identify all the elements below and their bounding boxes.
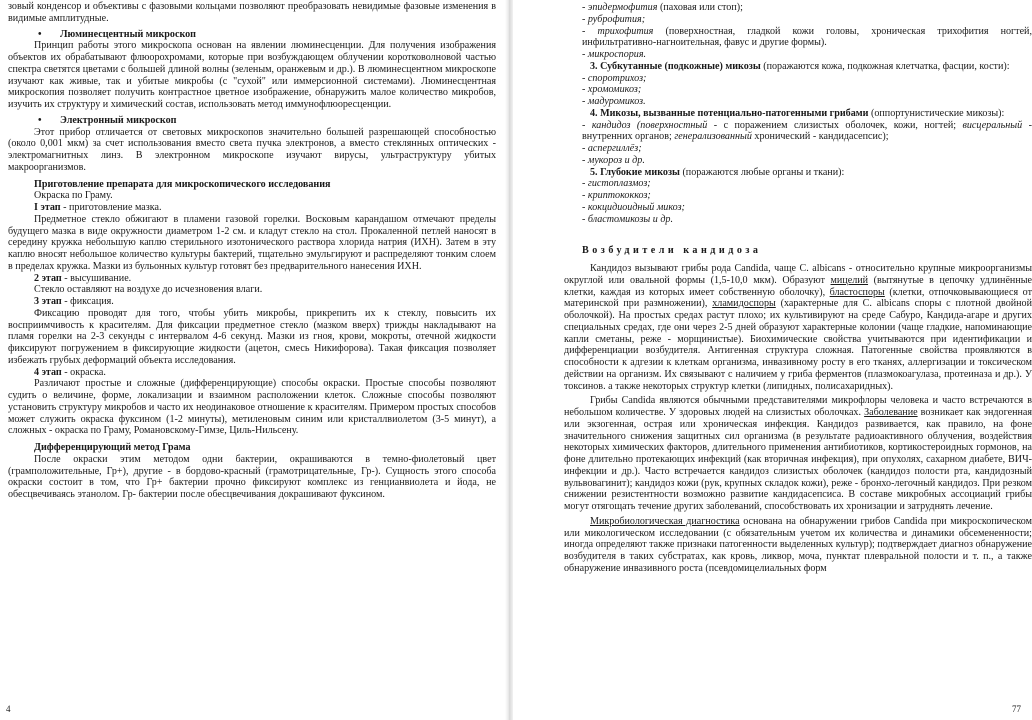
step-1-paragraph: Предметное стекло обжигают в пламени газовой горелки. Восковым карандашом отмечают пределы будущего мазка в виде окружности диаметром 1-2 см. и кладут стекло на стол. Прокаленной петлей наносят в середину кружка небольшую каплю стерильного изотонического раствора хлорида натрия (ИХН). Затем в эту каплю вносят небольшое количество культуры бактерий, тщательно эмульгируют и распределяют тонким слоем в пределах кружка. Мазки из бульонных культур готовят без предварительного нанесения ИХН. <box>8 213 496 272</box>
left-page <box>0 0 504 720</box>
step-4-paragraph: Различают простые и сложные (дифференцирующие) способы окраски. Простые способы позволяют судить о величине, форме, локализации и взаимном расположении клеток. Сложные способы позволяют установить структуру микробов и часто их неодинаковое отношение к красителям. Примером простых способов может служить окраска фуксином (1-2 минуты), метиленовым синим или кристаллвиолетом (3-5 минут), а сложных - окраска по Граму, Романовскому-Гимзе, Циль-Нильсену. <box>8 378 496 437</box>
list-item: - споротрихоз; <box>582 72 647 84</box>
left-page-text <box>8 1 496 501</box>
list-item: - кокцидиоидный микоз; <box>582 201 685 213</box>
list-item: - эпидермофития (паховая или стоп); <box>582 2 743 13</box>
step-3-paragraph: Фиксацию проводят для того, чтобы убить микробы, прикрепить их к стеклу, повысить их восприимчивость к красителям. Для фиксации предметное стекло (мазком вверх) трижды накладывают на пламя горелки на 2-3 секунды с интервалом 4-6 секунд. Мазки из гноя, крови, мокроты, отечной жидкости фиксируют погружением в фиксирующие жидкости (ацетон, смесь Никифорова). Такая фиксация позволяет избежать грубых деформаций объекта исследования. <box>8 307 496 366</box>
list-item: - микроспория. <box>582 49 647 60</box>
opportunistic-mycoses-heading: 4. Микозы, вызванные потенциально-патогенными грибами (оппортунистические микозы): <box>590 107 1005 119</box>
heading-electron-microscope: • Электронный микроскоп <box>8 115 496 127</box>
book-gutter <box>505 0 513 720</box>
step-2-paragraph: Стекло оставляют на воздухе до исчезновения влаги. <box>34 284 263 296</box>
subcutaneous-mycoses-heading: 3. Субкутанные (подкожные) микозы (поражаются кожа, подкожная клетчатка, фасции, кости): <box>590 60 1010 72</box>
page-number: 77 <box>1012 704 1021 714</box>
candidiasis-heading: Возбудители кандидоза <box>582 245 762 257</box>
diagnostics-paragraph: Микробиологическая диагностика основана на обнаружении грибов Candida при микроскопическом или микологическом исследовании (с обязательным учетом их количества и динамики обсемененности; иногда определяют также признаки патогенности выделенных культур); подтверждает диагноз обнаружение возбудителя в таких субстратах, как кровь, ликвор, моча, пунктат плевральной полости и т. п., а также обнаружение инвазивного роста (псевдомицелиальных форм <box>564 515 1032 574</box>
heading-gram-method: Дифференцирующий метод Грама <box>34 442 191 453</box>
page-number: 4 <box>6 704 11 714</box>
list-item: - бластомикозы и др. <box>582 213 673 225</box>
right-page <box>514 0 1032 720</box>
step-4-title: 4 этап - окраска. <box>34 366 106 378</box>
list-item: - хромомикоз; <box>582 84 642 96</box>
list-item: - криптококкоз; <box>582 190 651 201</box>
heading-preparation: Приготовление препарата для микроскопического исследования <box>34 178 331 190</box>
step-1-title: I этап - приготовление мазка. <box>34 202 162 213</box>
phase-contrast-paragraph: зовый конденсор и объективы с фазовыми кольцами позволяют преобразовать невидимые фазовые изменения в видимые амплитудные. <box>8 1 496 24</box>
list-item: - кандидоз (поверхностный - с поражением слизистых оболочек, кожи, ногтей; висцеральный - внутренних органов; генерализованный хронический - кандидасепсис); <box>582 119 1032 143</box>
candida-description-paragraph: Кандидоз вызывают грибы рода Candida, чаще C. albicans - относительно крупные микроорганизмы округлой или овальной формы (1,5-10,0 мкм). Образуют мицелий (вытянутые в цепочку удлинённые клетки, каждая из которых имеет собственную оболочку), бластоспоры (клетки, отпочковывающиеся от материнской при размножении), хламидоспоры (характерные для C. albicans споры с плотной двойной оболочкой). На простых средах растут плохо; их культивируют на среде Сабуро, Кандида-агаре и других специальных средах, где они через 2-5 дней образуют характерные колонии (чаще гладкие, напоминающие капли сметаны, реже - морщинистые). Биохимические свойства учитываются при идентификации и дифференциации возбудителя. Антигенная структура сложная. Патогенные свойства проявляются в способности к адгезии к клеткам организма, инвазивному росту в его тканях, аллергизации и токсическом действии на организм. Их связывают с наличием у гриба ферментов (плазмокоагулаза, протеиназа и др.). У токсинов. а также некоторых структур клетки (липидных, полисахаридных). <box>564 263 1032 392</box>
electron-paragraph: Этот прибор отличается от световых микроскопов значительно большей разрешающей способностью (около 0,001 мкм) за счет использования вместо света пучка электронов, а вместо стеклянных оптических - электромагнитных линз. В электронном микроскопе изучают вирусы, ультраструктуру убитых макроорганизмов. <box>8 126 496 173</box>
luminescent-paragraph: Принцип работы этого микроскопа основан на явлении люминесценции. Для получения изображения объектов их обрабатывают флюорохромами, которые при возбуждающем облучении коротковолновой частью спектра светятся цветами с большей длиной волны (зеленым, оранжевым и др.). В люминесцентном микроскопе изучают как живые, так и убитые микробы (с "сухой" или иммерсионной системами). Люминесцентная микроскопия позволяет получить контрастное цветное изображение, обнаружить малое количество микробов, изучить их структуру и химический состав, использовать метод иммунофлюоресценции. <box>8 40 496 110</box>
list-item: - трихофития (поверхностная, гладкой кожи головы, хроническая трихофития ногтей, инфильтративно-нагноительная, фавус и другие формы). <box>582 25 1032 49</box>
list-item: - гистоплазмоз; <box>582 178 651 190</box>
heading-luminescent-microscope: • Люминесцентный микроскоп <box>8 29 496 41</box>
deep-mycoses-heading: 5. Глубокие микозы (поражаются любые органы и ткани): <box>590 166 845 178</box>
step-2-title: 2 этап - высушивание. <box>34 272 132 284</box>
list-item: - мукороз и др. <box>582 154 645 166</box>
step-3-title: 3 этап - фиксация. <box>34 296 114 307</box>
gram-method-paragraph: После окраски этим методом одни бактерии, окрашиваются в темно-фиолетовый цвет (грамположительные, Гр+), другие - в бордово-красный (грамотрицательные, Гр-). Сущность этого способа окраски состоит в том, что Гр+ бактерии прочно фиксируют комплекс из генцианвиолета и йода, не обесцвечиваясь этанолом. Гр- бактерии после обесцвечивания докрашивают фуксином. <box>8 453 496 500</box>
list-item: - аспергиллёз; <box>582 143 642 154</box>
gram-stain-label: Окраска по Граму. <box>34 190 113 202</box>
list-item: - руброфития; <box>582 13 646 25</box>
right-page-text <box>564 2 1032 575</box>
list-item: - мадуромикоз. <box>582 96 646 107</box>
candidiasis-disease-paragraph: Грибы Candida являются обычными представителями микрофлоры человека и часто встречаются в небольшом количестве. У здоровых людей на слизистых оболочках. Заболевание возникает как эндогенная или экзогенная, острая или хроническая инфекция. Кандидоз развивается, как правило, на фоне значительного снижения защитных сил организма (в результате радиоактивного облучения, воздействия некоторых химических факторов, длительного применения антибиотиков, кортикостероидных гормонов, на фоне длительно протекающих инфекций (как вторичная инфекция), при опухолях, сахарном диабете, ВИЧ-инфекции и др.). Часто встречается кандидоз слизистых оболочек (кандидоз полости рта, кандидозный вульвовагинит); кандидоз кожи (рук, крупных складок кожи), реже - бронхо-легочный кандидоз. При резком снижении резистентности возможно развитие кандидасепсиса. В составе микробных ассоциаций грибы могут отягощать течение других заболеваний, способствовать их хронизации и затруднять лечение. <box>564 395 1032 512</box>
